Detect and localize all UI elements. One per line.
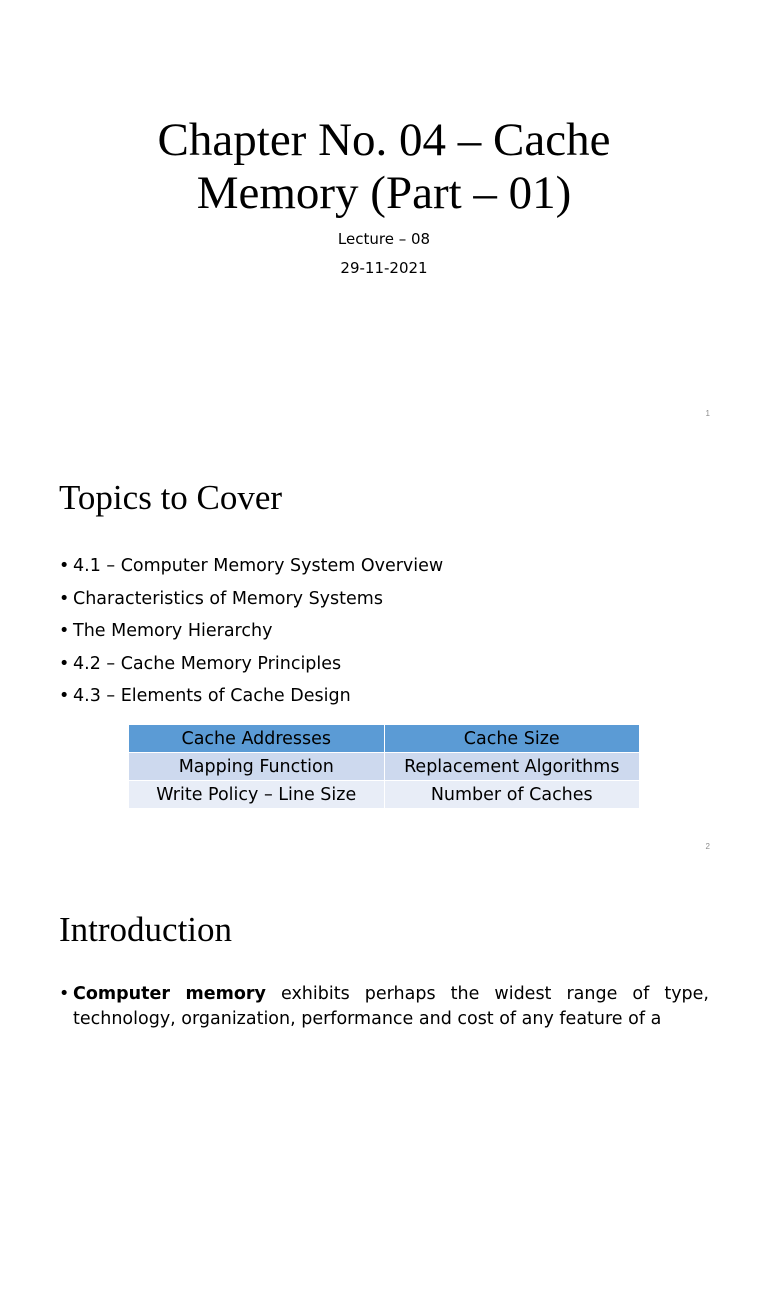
intro-list [59, 982, 709, 1032]
slide-2 [0, 433, 768, 865]
slide-number: 2 [705, 842, 710, 851]
table-cell: Replacement Algorithms [384, 753, 640, 781]
bullet-icon: • [59, 556, 70, 576]
slide-title-line-2: Memory (Part – 01) [196, 167, 572, 219]
bullet-icon: • [59, 653, 70, 674]
table-cell: Cache Size [384, 725, 640, 753]
table-cell: Write Policy – Line Size [129, 781, 385, 809]
table-cell: Mapping Function [129, 753, 385, 781]
slide-title [0, 114, 768, 220]
list-item: • Characteristics of Memory Systems [59, 583, 443, 616]
bullet-icon: • [59, 588, 70, 609]
bullet-icon: • [59, 686, 70, 706]
date-label: 29-11-2021 [340, 259, 428, 277]
topics-list [59, 550, 443, 713]
lecture-label: Lecture – 08 [337, 230, 431, 248]
slide-3 [0, 866, 768, 1298]
list-item: • 4.2 – Cache Memory Principles [59, 648, 443, 681]
list-item: • The Memory Hierarchy [59, 615, 443, 648]
list-item [59, 982, 709, 1032]
list-item: • 4.3 – Elements of Cache Design [59, 680, 443, 713]
table-row [129, 781, 640, 809]
bullet-term: Computer memory [73, 984, 266, 1004]
table-cell: Number of Caches [384, 781, 640, 809]
slide-heading: Topics to Cover [59, 478, 283, 517]
bullet-icon: • [59, 621, 70, 641]
slide-heading: Introduction [59, 910, 233, 949]
table-cell: Cache Addresses [129, 725, 385, 753]
slide-1 [0, 0, 768, 432]
slide-title-line-1: Chapter No. 04 – Cache [157, 114, 611, 166]
cache-design-table [128, 724, 640, 809]
table-row [129, 753, 640, 781]
table-row [129, 725, 640, 753]
list-item: • 4.1 – Computer Memory System Overview [59, 550, 443, 583]
bullet-text: exhibits perhaps the widest range of type, technology, organization, performance and cost of any feature of a [73, 984, 709, 1029]
slide-number: 1 [705, 409, 710, 418]
bullet-icon: • [59, 984, 70, 1004]
